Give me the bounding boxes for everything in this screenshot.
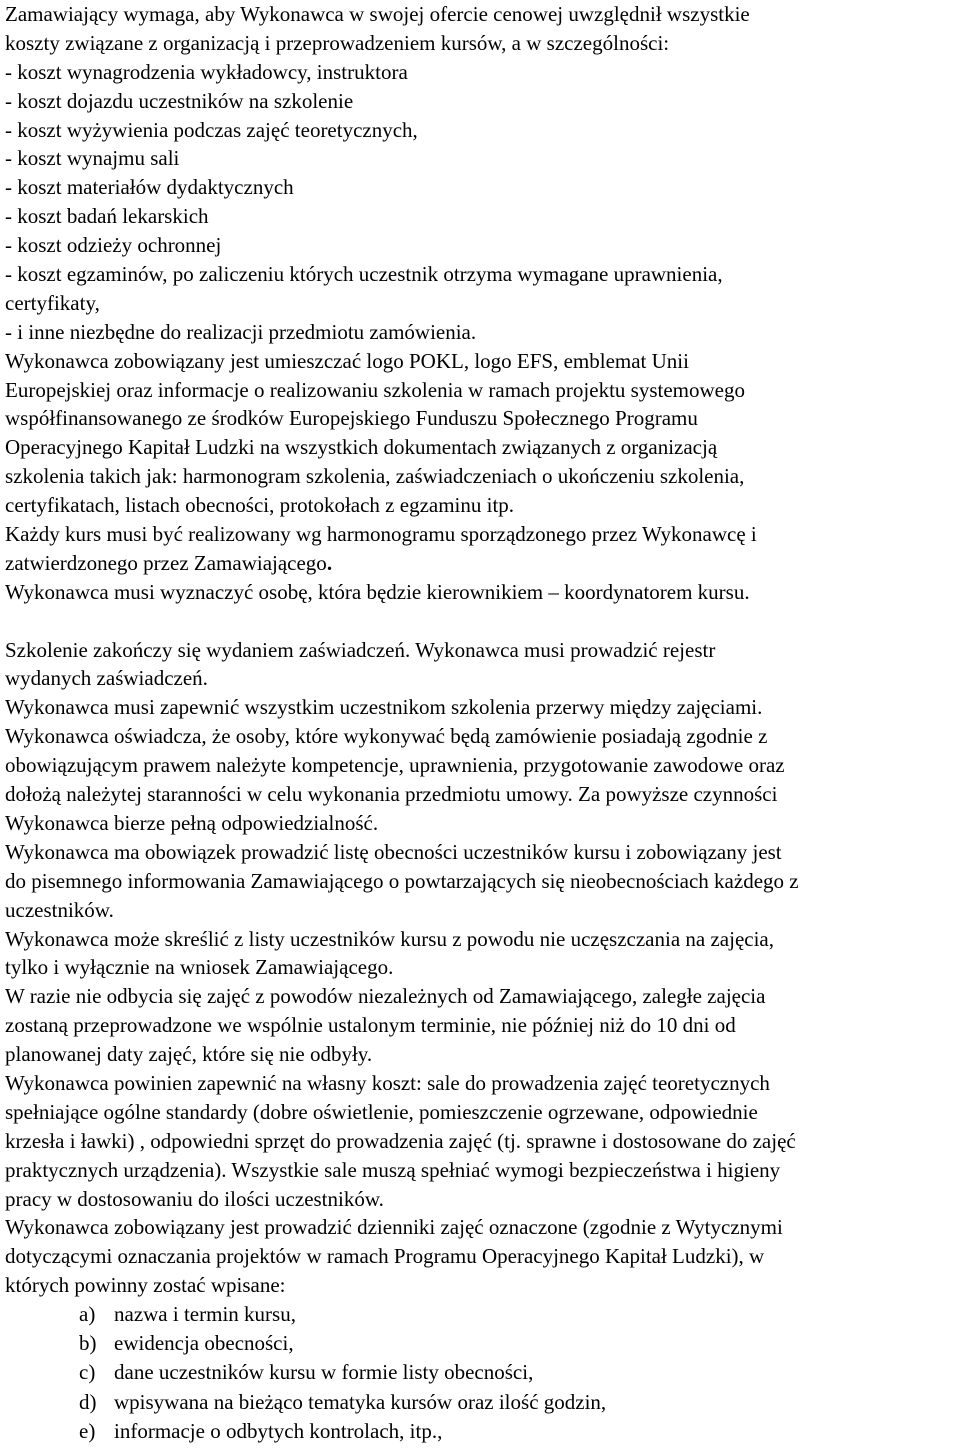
text-line [5,1011,960,1040]
text-line [5,1040,960,1069]
text-line-content: Wykonawca zobowiązany jest umieszczać logo POKL, logo EFS, emblemat Unii [5,348,689,373]
text-line-content: krzesła i ławki) , odpowiedni sprzęt do prowadzenia zajęć (tj. sprawne i dostosowane do zajęć [5,1128,796,1153]
text-line-content: Każdy kurs musi być realizowany wg harmonogramu sporządzonego przez Wykonawcę i [5,522,757,547]
text-line [5,433,960,462]
text-line [5,520,960,549]
text-line [5,404,960,433]
list-item [5,1300,960,1329]
list-marker: b) [79,1331,97,1356]
list-marker: e) [79,1418,96,1443]
text-line [5,693,960,722]
text-line [5,87,960,116]
text-line [5,1242,960,1271]
text-line [5,578,960,607]
text-line [5,1069,960,1098]
list-item [5,1329,960,1358]
text-line [5,376,960,405]
text-line [5,549,960,578]
text-line [5,953,960,982]
list-item [5,1417,960,1446]
text-line [5,664,960,693]
text-line [5,318,960,347]
text-line-content: Wykonawca bierze pełną odpowiedzialność. [5,810,379,835]
text-line-content: dołożą należytej staranności w celu wykonania przedmiotu umowy. Za powyższe czynności [5,782,778,807]
text-line [5,722,960,751]
list-marker: a) [79,1302,96,1327]
text-line [5,173,960,202]
text-line [5,289,960,318]
text-line [5,1271,960,1300]
text-line [5,896,960,925]
text-line-content: Wykonawca powinien zapewnić na własny koszt: sale do prowadzenia zajęć teoretycznych [5,1070,770,1095]
text-line-content: uczestników. [5,897,114,922]
text-line [5,116,960,145]
text-line-content: - koszt dojazdu uczestników na szkolenie [5,88,354,113]
requirements-list [5,1300,960,1446]
text-line [5,780,960,809]
text-line-content: pracy w dostosowaniu do ilości uczestników. [5,1186,384,1211]
text-line-content: Wykonawca może skreślić z listy uczestników kursu z powodu nie uczęszczania na zajęcia, [5,926,775,951]
document-body [5,0,960,1300]
text-line [5,1127,960,1156]
text-line [5,260,960,289]
text-line-content: certyfikaty, [5,290,100,315]
text-line-content: certyfikatach, listach obecności, protokołach z egzaminu itp. [5,493,515,518]
text-line-content: - koszt wynajmu sali [5,146,180,171]
text-line [5,867,960,896]
text-line [5,809,960,838]
text-line-content: - i inne niezbędne do realizacji przedmiotu zamówienia. [5,319,477,344]
text-line [5,231,960,260]
text-line [5,144,960,173]
text-line [5,982,960,1011]
text-line [5,1098,960,1127]
text-line-content: wydanych zaświadczeń. [5,666,208,691]
text-line [5,0,960,29]
text-line-content: Wykonawca musi zapewnić wszystkim uczestnikom szkolenia przerwy między zajęciami. [5,695,763,720]
text-line-content: - koszt egzaminów, po zaliczeniu których uczestnik otrzyma wymagane uprawnienia, [5,262,723,287]
text-line-content: - koszt materiałów dydaktycznych [5,175,294,200]
list-item [5,1358,960,1387]
text-line-content: zostaną przeprowadzone we wspólnie ustalonym terminie, nie później niż do 10 dni od [5,1013,736,1038]
text-line [5,838,960,867]
text-line-content: obowiązującym prawem należyte kompetencje, uprawnienia, przygotowanie zawodowe oraz [5,753,785,778]
text-line [5,1156,960,1185]
list-marker: c) [79,1360,96,1385]
list-item-text: ewidencja obecności, [114,1331,294,1356]
text-line [5,491,960,520]
text-line-content: Wykonawca ma obowiązek prowadzić listę obecności uczestników kursu i zobowiązany jest [5,839,782,864]
text-line-content: spełniające ogólne standardy (dobre oświetlenie, pomieszczenie ogrzewane, odpowiednie [5,1099,758,1124]
list-item-text: informacje o odbytych kontrolach, itp., [114,1418,443,1443]
list-item [5,1388,960,1417]
list-item-text: wpisywana na bieżąco tematyka kursów oraz ilość godzin, [114,1389,607,1414]
blank-line [5,607,960,636]
text-line [5,29,960,58]
text-line-content: współfinansowanego ze środków Europejskiego Funduszu Społecznego Programu [5,406,698,431]
text-line-content: Wykonawca musi wyznaczyć osobę, która będzie kierownikiem – koordynatorem kursu. [5,579,750,604]
text-line-content: Szkolenie zakończy się wydaniem zaświadczeń. Wykonawca musi prowadzić rejestr [5,637,716,662]
text-line-content: - koszt odzieży ochronnej [5,233,222,258]
text-line-content: zatwierdzonego przez Zamawiającego [5,550,327,575]
text-line-content: W razie nie odbycia się zajęć z powodów niezależnych od Zamawiającego, zaległe zajęcia [5,984,766,1009]
text-line-content: - koszt wyżywienia podczas zajęć teoretycznych, [5,117,418,142]
list-item-text: nazwa i termin kursu, [114,1302,296,1327]
text-line-content: tylko i wyłącznie na wniosek Zamawiającego. [5,955,394,980]
text-line [5,925,960,954]
text-line [5,347,960,376]
text-line [5,751,960,780]
text-line-content: planowanej daty zajęć, które się nie odbyły. [5,1042,373,1067]
text-line-content: Europejskiej oraz informacje o realizowaniu szkolenia w ramach projektu systemowego [5,377,745,402]
text-line [5,58,960,87]
text-line [5,202,960,231]
text-line [5,1213,960,1242]
text-line-content: szkolenia takich jak: harmonogram szkolenia, zaświadczeniach o ukończeniu szkolenia, [5,464,745,489]
list-marker: d) [79,1389,97,1414]
text-line-content: Wykonawca zobowiązany jest prowadzić dzienniki zajęć oznaczone (zgodnie z Wytycznymi [5,1215,783,1240]
list-item-text: dane uczestników kursu w formie listy obecności, [114,1360,534,1385]
text-line-content: koszty związane z organizacją i przeprowadzeniem kursów, a w szczególności: [5,30,670,55]
text-line-content: praktycznych urządzenia). Wszystkie sale muszą spełniać wymogi bezpieczeństwa i higieny [5,1157,781,1182]
text-line-content: Zamawiający wymaga, aby Wykonawca w swojej ofercie cenowej uwzględnił wszystkie [5,2,750,26]
text-line [5,462,960,491]
text-line-content: do pisemnego informowania Zamawiającego o powtarzających się nieobecnościach każdego z [5,868,799,893]
text-line-content: których powinny zostać wpisane: [5,1273,286,1298]
text-line-content: - koszt badań lekarskich [5,204,209,229]
text-line-content: Wykonawca oświadcza, że osoby, które wykonywać będą zamówienie posiadają zgodnie z [5,724,768,749]
text-line-content: Operacyjnego Kapitał Ludzki na wszystkich dokumentach związanych z organizacją [5,435,718,460]
bold-period: . [326,550,333,575]
text-line [5,1185,960,1214]
text-line-content: dotyczącymi oznaczania projektów w ramach Programu Operacyjnego Kapitał Ludzki), w [5,1244,765,1269]
text-line [5,636,960,665]
text-line-content: - koszt wynagrodzenia wykładowcy, instruktora [5,59,408,84]
